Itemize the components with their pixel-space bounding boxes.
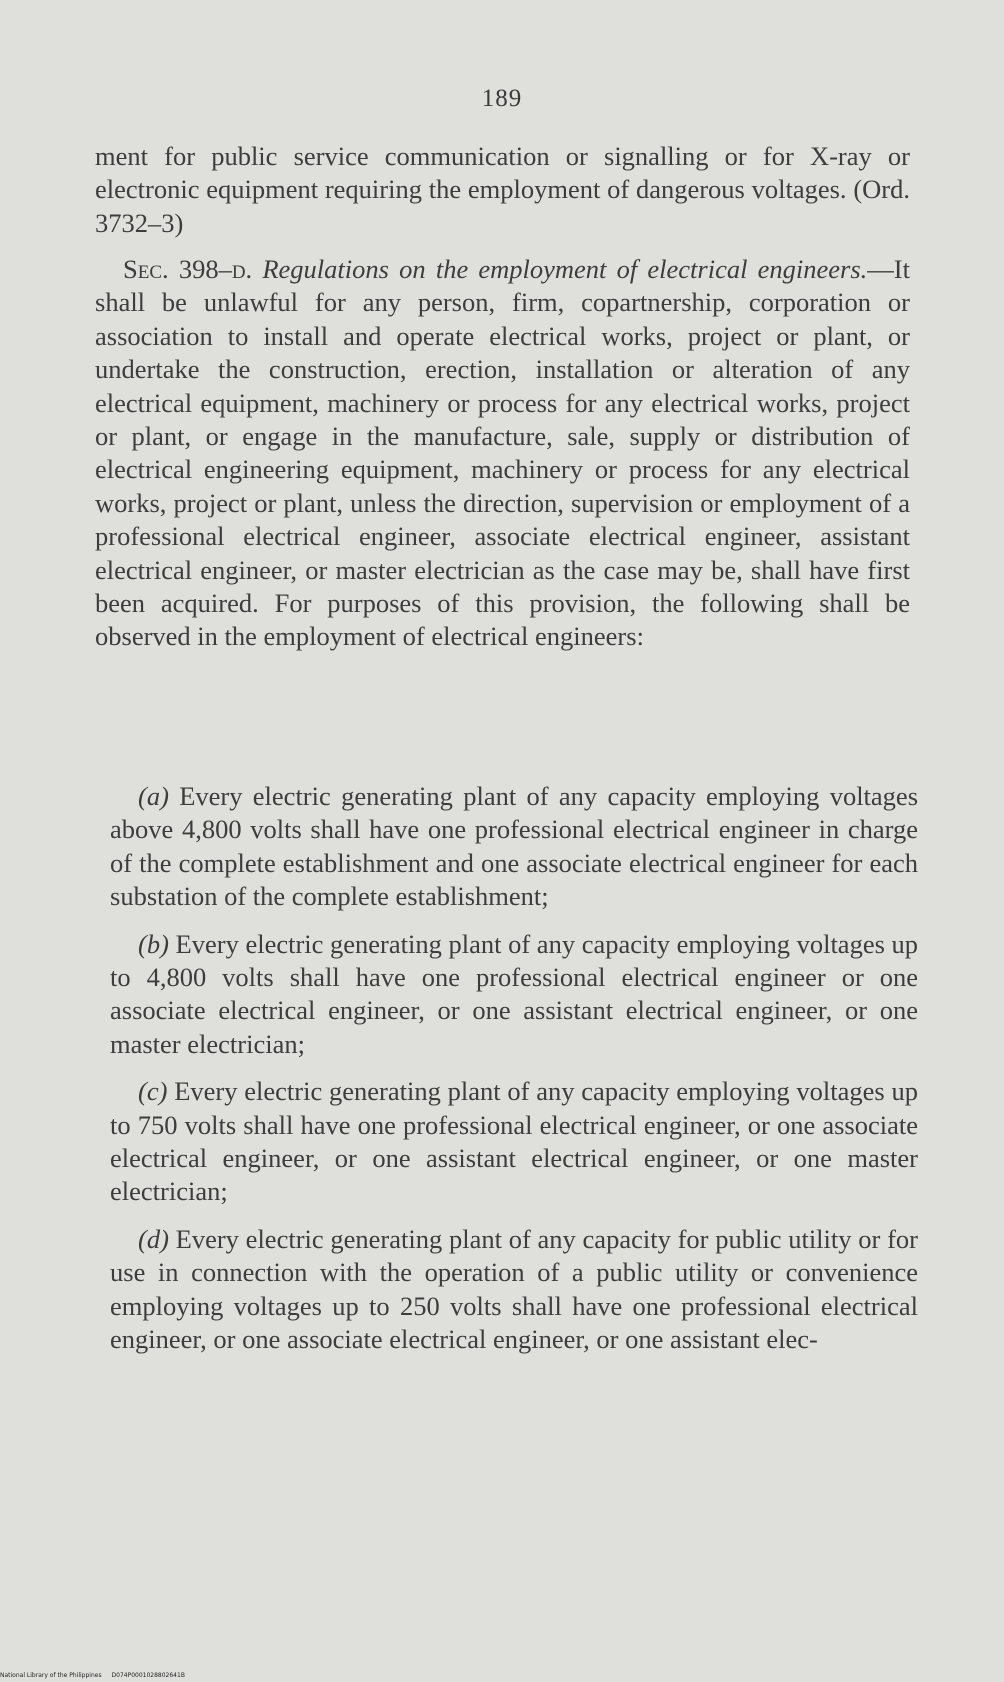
clause-text: Every electric generating plant of any capacity employing voltages up to 750 volts shall have one professional electrical engineer, or one associate electrical engineer, or one assistant electrical engineer, or one master electrician;	[110, 1076, 919, 1207]
clause-c	[110, 1075, 918, 1209]
clause-b	[110, 928, 918, 1062]
continuation-paragraph	[95, 140, 910, 240]
clause-letter: (a)	[138, 781, 169, 811]
continuation-text: ment for public service communication or signalling or for X-ray or electronic equipment requiring the employment of dangerous voltages. (Ord. 3732–3)	[95, 141, 910, 238]
clause-text: Every electric generating plant of any capacity for public utility or for use in connection with the operation of a public utility or convenience employing voltages up to 250 volts shall have one professional electrical engineer, or one associate electrical engineer, or one assistant elec-	[110, 1223, 918, 1355]
section-paragraph	[95, 253, 910, 654]
clause-letter: (b)	[138, 928, 169, 959]
section-398-d	[95, 253, 910, 654]
clause-list	[110, 780, 918, 1371]
section-body: —It shall be unlawful for any person, firm, copartnership, corporation or association to install and operate electrical works, project or plant, or undertake the construction, erection, installation or alteration of any electrical equipment, machinery or process for any electrical works, project or plant, or engage in the manufacture, sale, supply or distribution of electrical engineering equipment, machinery or process for any electrical works, project or plant, unless the direction, supervision or employment of a professional electrical engineer, associate electrical engineer, assistant electrical engineer, or master electrician as the case may be, shall have first been acquired. For purposes of this provision, the following shall be observed in the employment of electrical engineers:	[95, 254, 910, 652]
library-credit: National Library of the Philippines	[0, 1672, 102, 1679]
page-number: 189	[481, 85, 523, 112]
section-title: Regulations on the employment of electrical engineers.	[262, 254, 868, 284]
clause-letter: (c)	[138, 1076, 168, 1107]
archive-footer	[0, 1672, 185, 1679]
clause-letter: (d)	[138, 1223, 169, 1254]
section-label: Sec. 398–d.	[123, 254, 253, 284]
clause-text: Every electric generating plant of any capacity employing voltages up to 4,800 volts shall have one professional electrical engineer or one associate electrical engineer, or one assistant electrical engineer, or one master electrician;	[110, 928, 919, 1059]
clause-d	[110, 1223, 918, 1357]
item-id: D074P0001028802641B	[111, 1672, 185, 1679]
clause-text: Every electric generating plant of any capacity employing voltages above 4,800 volts shall have one professional electrical engineer in charge of the complete establishment and one associate electrical engineer for each substation of the complete establishment;	[110, 781, 919, 912]
clause-a	[110, 780, 918, 914]
